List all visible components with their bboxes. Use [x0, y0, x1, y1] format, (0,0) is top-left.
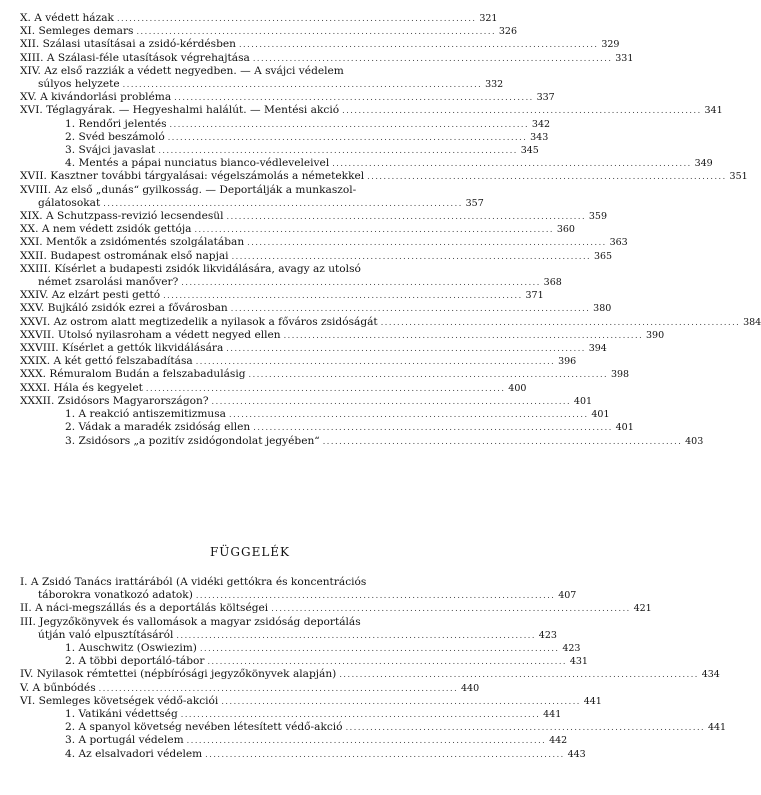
page-number: 441 — [707, 722, 727, 734]
entry-title: XVI. Téglagyárak. — Hegyeshalmi halálút. — Mentési akció — [20, 104, 340, 117]
page-number: 407 — [558, 590, 577, 602]
toc-entry — [20, 183, 484, 210]
entry-title: 2. A spanyol követség nevében létesített védő-akció — [65, 721, 343, 734]
page-number: 431 — [569, 656, 588, 668]
page-number: 421 — [633, 603, 652, 615]
entry-title: XII. Szálasi utasításai a zsidó-kérdésben — [20, 38, 236, 51]
dot-leader — [123, 78, 481, 91]
dot-leader — [168, 131, 526, 144]
dot-leader — [253, 421, 611, 434]
dot-leader — [170, 118, 528, 131]
dot-leader — [346, 721, 704, 734]
entry-title-line: XIV. Az első razziák a védett negyedben. — A svájci védelem — [20, 64, 344, 77]
entry-title: XX. A nem védett zsidók gettója — [20, 223, 192, 236]
entry-title: XXIV. Az elzárt pesti gettó — [20, 289, 161, 302]
toc-entry — [20, 91, 555, 104]
page-number: 332 — [485, 79, 504, 91]
toc-entry — [20, 12, 498, 25]
toc-entry — [20, 249, 613, 263]
entry-title: XXI. Mentők a zsidómentés szolgálatában — [20, 236, 245, 249]
dot-leader — [200, 642, 558, 655]
entry-title: XXV. Bujkáló zsidók ezrei a fővárosban — [20, 302, 228, 315]
appendix-entry — [20, 668, 720, 681]
toc-subentry — [20, 434, 704, 448]
appendix-subentry — [20, 655, 588, 668]
toc-entry — [20, 302, 612, 315]
page-number: 441 — [543, 709, 562, 721]
entry-title: 4. Az elsalvadori védelem — [65, 747, 203, 760]
page-number: 403 — [685, 435, 704, 447]
dot-leader — [367, 170, 725, 183]
toc-entry — [20, 381, 527, 395]
dot-leader — [232, 250, 590, 263]
entry-title: 3. Zsidósors „a pozitív zsidógondolat jegyében“ — [65, 434, 320, 447]
page-number: 363 — [609, 237, 628, 249]
page-number: 401 — [615, 422, 634, 434]
entry-title: súlyos helyzete — [38, 78, 120, 91]
appendix-subentry — [20, 747, 586, 761]
toc-entry — [20, 236, 628, 249]
appendix-entry — [20, 694, 602, 708]
dot-leader — [239, 38, 597, 51]
table-of-contents — [20, 12, 761, 448]
dot-leader — [187, 734, 545, 747]
entry-title: XI. Semleges demars — [20, 25, 134, 38]
toc-entry — [20, 104, 723, 117]
dot-leader — [339, 668, 697, 681]
dot-leader — [117, 12, 475, 25]
toc-entry — [20, 223, 575, 236]
toc-entry — [20, 315, 761, 329]
dot-leader — [284, 329, 642, 342]
entry-title-line: XXIII. Kísérlet a budapesti zsidók likvidálására, avagy az utolsó — [20, 262, 361, 275]
page-number: 401 — [573, 395, 593, 407]
dot-leader — [231, 302, 589, 315]
toc-entry — [20, 394, 593, 408]
page-number: 329 — [601, 39, 620, 51]
page-number: 359 — [588, 211, 608, 223]
dot-leader — [99, 682, 457, 695]
page-number: 365 — [593, 250, 613, 262]
entry-title: XV. A kivándorlási probléma — [20, 91, 172, 104]
entry-title: V. A bűnbódés — [20, 681, 96, 694]
entry-title: XXVIII. Kísérlet a gettók likvidálására — [20, 342, 224, 355]
toc-subentry — [20, 157, 713, 170]
toc-entry — [20, 210, 608, 223]
toc-entry — [20, 368, 630, 381]
appendix-entry — [20, 602, 652, 615]
entry-title: gálatosokat — [38, 196, 101, 209]
entry-title: 1. Auschwitz (Oswiezim) — [65, 642, 197, 655]
appendix-entry — [20, 615, 557, 642]
entry-title: XXX. Rémuralom Budán a felszabadulásig — [20, 368, 246, 381]
page-number: 440 — [461, 682, 480, 694]
entry-title: XXXII. Zsidósors Magyarországon? — [20, 394, 209, 407]
dot-leader — [194, 223, 552, 236]
toc-entry — [20, 262, 562, 289]
appendix-heading: FÜGGELÉK — [209, 545, 291, 559]
entry-title: VI. Semleges követségek védő-akciói — [20, 694, 219, 707]
toc-entry — [20, 51, 634, 65]
dot-leader — [342, 104, 700, 117]
page-number: 349 — [694, 158, 713, 170]
toc-entry — [20, 328, 665, 342]
entry-title: XXII. Budapest ostromának első napjai — [20, 249, 229, 262]
page-number: 380 — [593, 303, 612, 315]
dot-leader — [247, 236, 605, 249]
page-number: 351 — [729, 171, 748, 183]
appendix-subentry — [20, 721, 727, 734]
dot-leader — [176, 629, 534, 642]
toc-entry — [20, 64, 504, 91]
dot-leader — [174, 91, 532, 104]
entry-title: útján való elpusztításáról — [38, 628, 174, 641]
dot-leader — [271, 602, 629, 615]
page-number: 368 — [543, 277, 562, 289]
page-number: 326 — [498, 26, 517, 38]
page-number: 396 — [558, 356, 577, 368]
dot-leader — [181, 708, 539, 721]
page-number: 357 — [465, 197, 484, 209]
dot-leader — [332, 157, 690, 170]
entry-title: 3. A portugál védelem — [65, 734, 184, 747]
dot-leader — [381, 316, 739, 329]
page-number: 423 — [562, 643, 581, 655]
page-number: 331 — [615, 52, 634, 64]
entry-title: XVII. Kasztner további tárgyalásai: végelszámolás a németekkel — [20, 170, 365, 183]
entry-title: II. A náci-megszállás és a deportálás költségei — [20, 602, 269, 615]
entry-title: 3. Svájci javaslat — [65, 144, 156, 157]
dot-leader — [196, 589, 554, 602]
entry-title: IV. Nyilasok rémtettei (népbírósági jegyzőkönyvek alapján) — [20, 668, 337, 681]
page-number: 441 — [583, 695, 602, 707]
toc-entry — [20, 289, 544, 302]
page-number: 390 — [645, 329, 665, 341]
entry-title: 2. Svéd beszámoló — [65, 130, 165, 143]
dot-leader — [181, 276, 539, 289]
page-number: 401 — [591, 409, 610, 421]
appendix-subentry — [20, 708, 562, 721]
dot-leader — [226, 342, 584, 355]
entry-title: XIX. A Schutzpass-revizió lecsendesül — [20, 210, 224, 223]
dot-leader — [253, 52, 611, 65]
page-number: 321 — [479, 13, 498, 24]
entry-title: 1. A reakció antiszemitizmusa — [65, 408, 226, 421]
entry-title: 1. Vatikáni védettség — [65, 708, 178, 721]
toc-subentry — [20, 130, 549, 144]
toc-entry — [20, 170, 748, 183]
page-number: 345 — [520, 145, 539, 157]
page-number: 400 — [508, 382, 527, 394]
page-number: 443 — [567, 748, 586, 760]
page-number: 394 — [588, 343, 607, 355]
dot-leader — [227, 210, 585, 223]
entry-title: német zsarolási manőver? — [38, 276, 179, 289]
appendix-subentry — [20, 642, 581, 655]
page-number: 343 — [530, 131, 549, 143]
entry-title: 2. A többi deportáló-tábor — [65, 655, 205, 668]
dot-leader — [249, 368, 607, 381]
toc-subentry — [20, 144, 539, 157]
dot-leader — [163, 289, 521, 302]
dot-leader — [323, 435, 681, 448]
dot-leader — [146, 382, 504, 395]
entry-title: XXIX. A két gettó felszabadítása — [20, 355, 193, 368]
appendix-entry — [20, 681, 480, 695]
dot-leader — [221, 695, 579, 708]
page-number: 384 — [743, 316, 761, 328]
page-number: 337 — [536, 92, 555, 104]
appendix-entry — [20, 576, 577, 602]
entry-title: 4. Mentés a pápai nunciatus bianco-védleveleivel — [65, 157, 330, 170]
appendix-subentry — [20, 734, 568, 747]
dot-leader — [196, 355, 554, 368]
entry-title: XXVI. Az ostrom alatt megtizedelik a nyilasok a főváros zsidóságát — [20, 315, 378, 328]
page-number: 423 — [538, 629, 557, 641]
toc-subentry — [20, 421, 634, 434]
entry-title: X. A védett házak — [20, 12, 114, 24]
page-number: 371 — [525, 290, 544, 302]
dot-leader — [212, 395, 570, 408]
dot-leader — [205, 748, 563, 761]
dot-leader — [158, 144, 516, 157]
entry-title-line: I. A Zsidó Tanács irattárából (A vidéki gettókra és koncentrációs — [20, 576, 367, 588]
toc-entry — [20, 342, 607, 355]
page-number: 442 — [549, 735, 568, 747]
entry-title: 1. Rendőri jelentés — [65, 117, 167, 130]
toc-entry — [20, 38, 620, 51]
dot-leader — [207, 655, 565, 668]
entry-title: XXVII. Utolsó nyilasroham a védett negyed ellen — [20, 328, 281, 341]
toc-subentry — [20, 117, 551, 131]
toc-entry — [20, 25, 517, 38]
entry-title: 2. Vádak a maradék zsidóság ellen — [65, 421, 251, 434]
toc-entry — [20, 355, 577, 368]
page-number: 342 — [531, 118, 551, 130]
dot-leader — [229, 408, 587, 421]
entry-title-line: XVIII. Az első „dunás“ gyilkosság. — Deportálják a munkaszol- — [20, 183, 357, 196]
entry-title-line: III. Jegyzőkönyvek és vallomások a magyar zsidóság deportálás — [20, 615, 361, 628]
entry-title: XXXI. Hála és kegyelet — [20, 381, 143, 394]
page-number: 360 — [556, 224, 575, 236]
dot-leader — [136, 25, 494, 38]
entry-title: XIII. A Szálasi-féle utasítások végrehajtása — [20, 51, 250, 64]
appendix-contents — [20, 576, 727, 761]
page-number: 434 — [701, 669, 720, 681]
toc-subentry — [20, 408, 610, 421]
dot-leader — [103, 197, 461, 210]
page-number: 398 — [610, 369, 630, 381]
entry-title: táborokra vonatkozó adatok) — [38, 589, 193, 602]
page-number: 341 — [704, 105, 723, 117]
